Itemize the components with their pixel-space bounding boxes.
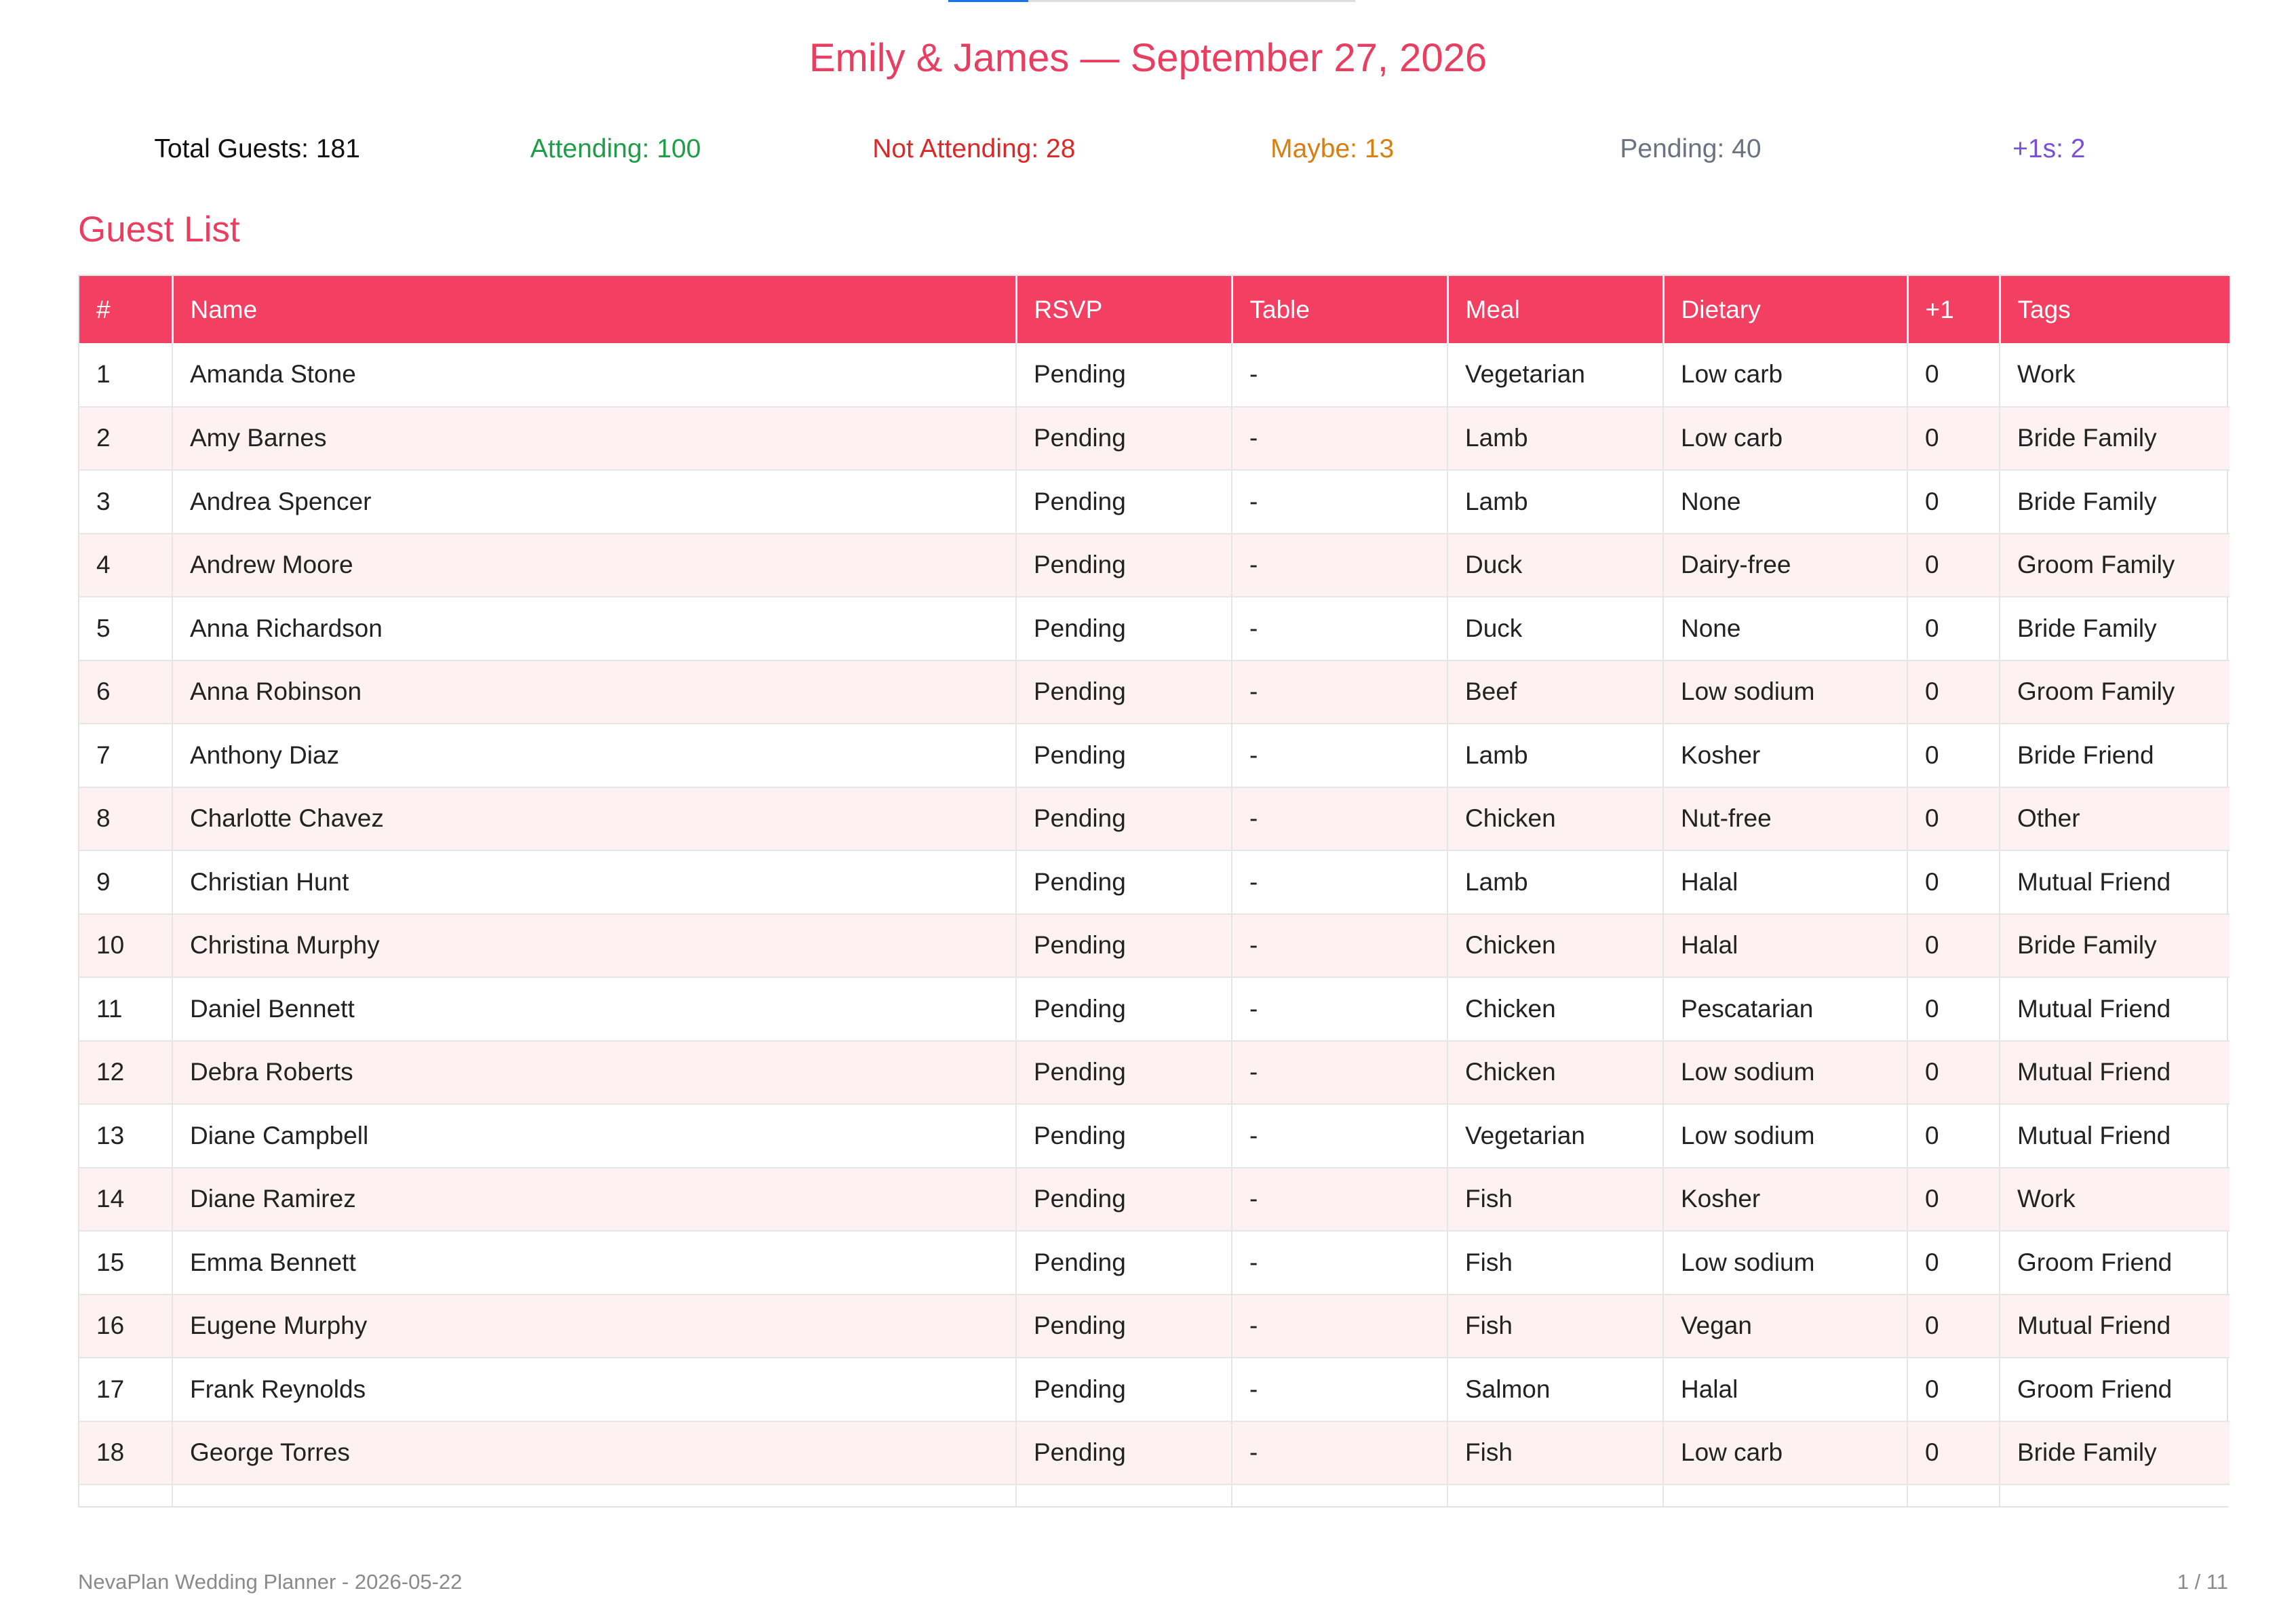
cell-col-rsvp: Pending bbox=[1016, 407, 1232, 471]
cell-col-rsvp: Pending bbox=[1016, 1104, 1232, 1168]
cell-col-name: Anna Richardson bbox=[172, 597, 1016, 661]
cell-col-name: Amy Barnes bbox=[172, 407, 1016, 471]
stat-pending: Pending: 40 bbox=[1620, 134, 1762, 163]
cell-col-rsvp: Pending bbox=[1016, 1041, 1232, 1105]
cell-col-number: 3 bbox=[79, 470, 172, 534]
cell-col-name: Anna Robinson bbox=[172, 661, 1016, 724]
cell-col-dietary: Kosher bbox=[1663, 1168, 1907, 1231]
cell-col-name: Eugene Murphy bbox=[172, 1295, 1016, 1358]
table-row bbox=[79, 407, 2230, 471]
cell-col-meal: Fish bbox=[1447, 1295, 1663, 1358]
cell-col-table: - bbox=[1232, 343, 1447, 407]
cell-col-tags: Bride Family bbox=[2000, 407, 2230, 471]
cell-col-table: - bbox=[1232, 977, 1447, 1041]
cell-empty bbox=[79, 1484, 172, 1506]
cell-col-rsvp: Pending bbox=[1016, 1168, 1232, 1231]
cell-col-table: - bbox=[1232, 1295, 1447, 1358]
header-col-name: Name bbox=[172, 276, 1016, 343]
stat-not-attending: Not Attending: 28 bbox=[872, 134, 1076, 163]
table-header-row bbox=[79, 276, 2230, 343]
cell-col-table: - bbox=[1232, 661, 1447, 724]
cell-col-rsvp: Pending bbox=[1016, 1231, 1232, 1295]
cell-col-tags: Mutual Friend bbox=[2000, 850, 2230, 914]
cell-col-name: Anthony Diaz bbox=[172, 724, 1016, 787]
table-row bbox=[79, 1421, 2230, 1485]
cell-col-number: 2 bbox=[79, 407, 172, 471]
cell-col-plus-one: 0 bbox=[1907, 977, 2000, 1041]
cell-col-rsvp: Pending bbox=[1016, 343, 1232, 407]
cell-col-meal: Lamb bbox=[1447, 850, 1663, 914]
cell-col-plus-one: 0 bbox=[1907, 661, 2000, 724]
cell-col-rsvp: Pending bbox=[1016, 661, 1232, 724]
cell-col-plus-one: 0 bbox=[1907, 850, 2000, 914]
table-row bbox=[79, 470, 2230, 534]
table-row bbox=[79, 1041, 2230, 1105]
cell-col-meal: Chicken bbox=[1447, 977, 1663, 1041]
cell-col-plus-one: 0 bbox=[1907, 407, 2000, 471]
cell-col-meal: Duck bbox=[1447, 597, 1663, 661]
cell-col-number: 4 bbox=[79, 534, 172, 597]
cell-col-number: 1 bbox=[79, 343, 172, 407]
header-col-meal: Meal bbox=[1447, 276, 1663, 343]
cell-col-name: Amanda Stone bbox=[172, 343, 1016, 407]
table-row bbox=[79, 850, 2230, 914]
cell-col-table: - bbox=[1232, 1231, 1447, 1295]
cell-col-dietary: None bbox=[1663, 597, 1907, 661]
cell-col-number: 12 bbox=[79, 1041, 172, 1105]
cell-col-tags: Groom Friend bbox=[2000, 1358, 2230, 1421]
cell-col-dietary: Pescatarian bbox=[1663, 977, 1907, 1041]
cell-col-table: - bbox=[1232, 787, 1447, 851]
cell-col-plus-one: 0 bbox=[1907, 1295, 2000, 1358]
cell-col-rsvp: Pending bbox=[1016, 914, 1232, 978]
cell-col-meal: Chicken bbox=[1447, 787, 1663, 851]
cell-col-name: Emma Bennett bbox=[172, 1231, 1016, 1295]
cell-col-rsvp: Pending bbox=[1016, 787, 1232, 851]
cell-col-number: 15 bbox=[79, 1231, 172, 1295]
top-tab-indicator bbox=[948, 0, 1355, 2]
cell-col-dietary: Low sodium bbox=[1663, 1104, 1907, 1168]
cell-col-table: - bbox=[1232, 1421, 1447, 1485]
cell-col-meal: Beef bbox=[1447, 661, 1663, 724]
cell-col-tags: Bride Family bbox=[2000, 914, 2230, 978]
table-row bbox=[79, 914, 2230, 978]
cell-col-plus-one: 0 bbox=[1907, 1104, 2000, 1168]
cell-empty bbox=[172, 1484, 1016, 1506]
cell-col-tags: Mutual Friend bbox=[2000, 1104, 2230, 1168]
cell-col-dietary: Low carb bbox=[1663, 343, 1907, 407]
cell-col-number: 5 bbox=[79, 597, 172, 661]
cell-col-meal: Vegetarian bbox=[1447, 343, 1663, 407]
cell-col-plus-one: 0 bbox=[1907, 597, 2000, 661]
cell-col-number: 9 bbox=[79, 850, 172, 914]
cell-col-table: - bbox=[1232, 850, 1447, 914]
cell-col-name: Christian Hunt bbox=[172, 850, 1016, 914]
header-col-table: Table bbox=[1232, 276, 1447, 343]
table-row bbox=[79, 1358, 2230, 1421]
cell-col-name: Debra Roberts bbox=[172, 1041, 1016, 1105]
cell-col-table: - bbox=[1232, 724, 1447, 787]
cell-col-rsvp: Pending bbox=[1016, 1295, 1232, 1358]
stat-maybe: Maybe: 13 bbox=[1270, 134, 1395, 163]
cell-col-plus-one: 0 bbox=[1907, 343, 2000, 407]
cell-empty bbox=[1663, 1484, 1907, 1506]
guest-table-container bbox=[78, 275, 2228, 1507]
cell-col-dietary: Dairy-free bbox=[1663, 534, 1907, 597]
cell-col-dietary: Low sodium bbox=[1663, 1041, 1907, 1105]
cell-col-number: 16 bbox=[79, 1295, 172, 1358]
cell-col-dietary: Vegan bbox=[1663, 1295, 1907, 1358]
cell-col-rsvp: Pending bbox=[1016, 850, 1232, 914]
cell-col-tags: Work bbox=[2000, 1168, 2230, 1231]
page-title: Emily & James — September 27, 2026 bbox=[809, 36, 1487, 80]
cell-col-rsvp: Pending bbox=[1016, 977, 1232, 1041]
cell-empty bbox=[1907, 1484, 2000, 1506]
section-title-guest-list: Guest List bbox=[78, 210, 240, 250]
cell-col-tags: Mutual Friend bbox=[2000, 1295, 2230, 1358]
cell-col-table: - bbox=[1232, 534, 1447, 597]
table-row-continuation bbox=[79, 1484, 2230, 1506]
cell-col-table: - bbox=[1232, 1041, 1447, 1105]
cell-col-rsvp: Pending bbox=[1016, 724, 1232, 787]
cell-col-dietary: Low sodium bbox=[1663, 661, 1907, 724]
cell-col-meal: Chicken bbox=[1447, 914, 1663, 978]
header-col-tags: Tags bbox=[2000, 276, 2230, 343]
cell-col-dietary: Kosher bbox=[1663, 724, 1907, 787]
cell-col-plus-one: 0 bbox=[1907, 787, 2000, 851]
cell-col-name: Charlotte Chavez bbox=[172, 787, 1016, 851]
cell-col-tags: Mutual Friend bbox=[2000, 1041, 2230, 1105]
stat-attending: Attending: 100 bbox=[530, 134, 701, 163]
cell-col-rsvp: Pending bbox=[1016, 1421, 1232, 1485]
cell-col-rsvp: Pending bbox=[1016, 470, 1232, 534]
cell-col-meal: Lamb bbox=[1447, 470, 1663, 534]
cell-col-number: 10 bbox=[79, 914, 172, 978]
cell-col-plus-one: 0 bbox=[1907, 1168, 2000, 1231]
table-row bbox=[79, 661, 2230, 724]
header-col-plus-one: +1 bbox=[1907, 276, 2000, 343]
stat-plus-ones: +1s: 2 bbox=[2012, 134, 2086, 163]
cell-empty bbox=[2000, 1484, 2230, 1506]
cell-col-table: - bbox=[1232, 470, 1447, 534]
table-row bbox=[79, 724, 2230, 787]
cell-col-tags: Bride Family bbox=[2000, 1421, 2230, 1485]
cell-col-name: Diane Ramirez bbox=[172, 1168, 1016, 1231]
cell-col-plus-one: 0 bbox=[1907, 1231, 2000, 1295]
cell-col-meal: Lamb bbox=[1447, 407, 1663, 471]
cell-col-meal: Fish bbox=[1447, 1231, 1663, 1295]
cell-col-tags: Bride Family bbox=[2000, 597, 2230, 661]
cell-col-tags: Work bbox=[2000, 343, 2230, 407]
cell-col-dietary: Low sodium bbox=[1663, 1231, 1907, 1295]
cell-col-name: Frank Reynolds bbox=[172, 1358, 1016, 1421]
footer-page-number: 1 / 11 bbox=[2177, 1570, 2228, 1594]
stat-total-guests: Total Guests: 181 bbox=[154, 134, 360, 163]
cell-col-name: George Torres bbox=[172, 1421, 1016, 1485]
cell-col-plus-one: 0 bbox=[1907, 470, 2000, 534]
table-row bbox=[79, 1295, 2230, 1358]
table-row bbox=[79, 787, 2230, 851]
cell-col-dietary: Nut-free bbox=[1663, 787, 1907, 851]
cell-col-table: - bbox=[1232, 1168, 1447, 1231]
table-row bbox=[79, 1231, 2230, 1295]
cell-col-number: 11 bbox=[79, 977, 172, 1041]
cell-col-table: - bbox=[1232, 1358, 1447, 1421]
table-row bbox=[79, 597, 2230, 661]
cell-col-tags: Bride Friend bbox=[2000, 724, 2230, 787]
cell-col-name: Diane Campbell bbox=[172, 1104, 1016, 1168]
footer-app-name: NevaPlan Wedding Planner - 2026-05-22 bbox=[78, 1570, 463, 1594]
cell-col-dietary: Halal bbox=[1663, 914, 1907, 978]
header-col-dietary: Dietary bbox=[1663, 276, 1907, 343]
cell-col-meal: Fish bbox=[1447, 1168, 1663, 1231]
table-row bbox=[79, 534, 2230, 597]
cell-col-dietary: Halal bbox=[1663, 1358, 1907, 1421]
header-col-rsvp: RSVP bbox=[1016, 276, 1232, 343]
cell-col-table: - bbox=[1232, 1104, 1447, 1168]
cell-col-rsvp: Pending bbox=[1016, 534, 1232, 597]
cell-col-number: 8 bbox=[79, 787, 172, 851]
cell-col-table: - bbox=[1232, 914, 1447, 978]
cell-col-name: Andrea Spencer bbox=[172, 470, 1016, 534]
cell-col-plus-one: 0 bbox=[1907, 1041, 2000, 1105]
cell-col-meal: Duck bbox=[1447, 534, 1663, 597]
cell-col-tags: Mutual Friend bbox=[2000, 977, 2230, 1041]
table-row bbox=[79, 977, 2230, 1041]
cell-col-meal: Fish bbox=[1447, 1421, 1663, 1485]
cell-col-name: Daniel Bennett bbox=[172, 977, 1016, 1041]
cell-col-number: 14 bbox=[79, 1168, 172, 1231]
cell-empty bbox=[1447, 1484, 1663, 1506]
cell-col-plus-one: 0 bbox=[1907, 1421, 2000, 1485]
cell-col-tags: Groom Family bbox=[2000, 661, 2230, 724]
cell-col-plus-one: 0 bbox=[1907, 1358, 2000, 1421]
header-col-number: # bbox=[79, 276, 172, 343]
cell-empty bbox=[1232, 1484, 1447, 1506]
cell-col-dietary: Low carb bbox=[1663, 407, 1907, 471]
cell-col-table: - bbox=[1232, 597, 1447, 661]
cell-col-number: 6 bbox=[79, 661, 172, 724]
cell-col-meal: Chicken bbox=[1447, 1041, 1663, 1105]
cell-col-number: 17 bbox=[79, 1358, 172, 1421]
cell-col-number: 18 bbox=[79, 1421, 172, 1485]
cell-col-rsvp: Pending bbox=[1016, 597, 1232, 661]
cell-col-meal: Vegetarian bbox=[1447, 1104, 1663, 1168]
cell-col-plus-one: 0 bbox=[1907, 914, 2000, 978]
cell-col-tags: Groom Family bbox=[2000, 534, 2230, 597]
cell-col-tags: Other bbox=[2000, 787, 2230, 851]
cell-col-plus-one: 0 bbox=[1907, 724, 2000, 787]
guest-stats-bar bbox=[78, 134, 2228, 164]
cell-empty bbox=[1016, 1484, 1232, 1506]
cell-col-name: Christina Murphy bbox=[172, 914, 1016, 978]
cell-col-table: - bbox=[1232, 407, 1447, 471]
cell-col-plus-one: 0 bbox=[1907, 534, 2000, 597]
cell-col-number: 13 bbox=[79, 1104, 172, 1168]
top-tab-active-indicator bbox=[948, 0, 1028, 2]
cell-col-meal: Salmon bbox=[1447, 1358, 1663, 1421]
table-row bbox=[79, 1104, 2230, 1168]
cell-col-dietary: Low carb bbox=[1663, 1421, 1907, 1485]
cell-col-dietary: Halal bbox=[1663, 850, 1907, 914]
cell-col-meal: Lamb bbox=[1447, 724, 1663, 787]
table-body bbox=[79, 343, 2230, 1506]
cell-col-name: Andrew Moore bbox=[172, 534, 1016, 597]
guest-table bbox=[79, 276, 2230, 1506]
cell-col-tags: Bride Family bbox=[2000, 470, 2230, 534]
cell-col-tags: Groom Friend bbox=[2000, 1231, 2230, 1295]
table-row bbox=[79, 1168, 2230, 1231]
cell-col-dietary: None bbox=[1663, 470, 1907, 534]
cell-col-number: 7 bbox=[79, 724, 172, 787]
table-row bbox=[79, 343, 2230, 407]
cell-col-rsvp: Pending bbox=[1016, 1358, 1232, 1421]
